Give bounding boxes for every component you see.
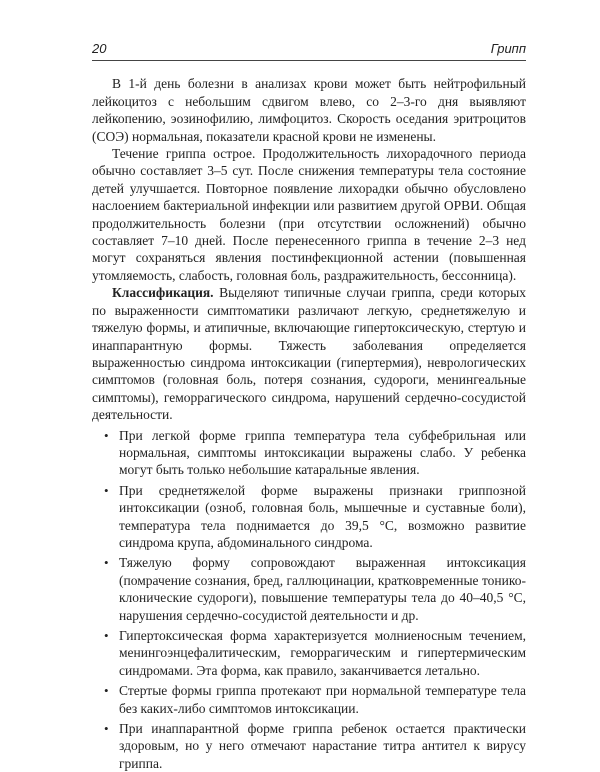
- classification-term: Классификация.: [112, 285, 214, 301]
- list-item-text: При инаппарантной форме гриппа ребенок остается практически здоровым, но у него отмечают нарастание титра антител к вирусу гриппа.: [119, 721, 526, 771]
- list-item: [92, 427, 526, 479]
- list-item: [92, 627, 526, 679]
- bullet-icon: •: [104, 555, 109, 571]
- paragraph-blood-analysis: В 1-й день болезни в анализах крови может быть нейтрофильный лейкоцитоз с небольшим сдвигом влево, со 2–3-го дня выявляют лейкопению, эозинофилию, лимфоцитоз. Скорость оседания эритроцитов (СОЭ) нормальная, показатели красной крови не изменены.: [92, 76, 526, 144]
- list-item: [92, 482, 526, 552]
- bullet-icon: •: [104, 482, 109, 498]
- bullet-icon: •: [104, 683, 109, 699]
- list-item-text: При легкой форме гриппа температура тела субфебрильная или нормальная, симптомы интоксикации выражены слабо. У ребенка могут быть только небольшие катаральные явления.: [119, 427, 526, 478]
- paragraph-classification: [92, 284, 526, 423]
- book-page: [92, 40, 526, 772]
- bullet-icon: •: [104, 427, 109, 443]
- list-item-text: При среднетяжелой форме выражены признаки гриппозной интоксикации (озноб, головная боль, мышечные и суставные боли), температура тела поднимается до 39,5 °C, возможно развитие синдрома крупа, абдоминального синдрома.: [119, 482, 526, 550]
- running-header: [92, 40, 526, 61]
- forms-list: [92, 427, 526, 772]
- list-item-text: Тяжелую форму сопровождают выраженная интоксикация (помрачение сознания, бред, галлюцинации, кратковременные тонико-клонические судороги), повышение температуры тела до 40–40,5 °C, нарушения сердечно-сосудистой деятельности и др.: [119, 555, 526, 623]
- list-item-text: Стертые формы гриппа протекают при нормальной температуре тела без каких-либо симптомов интоксикации.: [119, 683, 526, 716]
- list-item: [92, 682, 526, 717]
- page-number: 20: [92, 41, 107, 56]
- bullet-icon: •: [104, 628, 109, 643]
- paragraph-course-of-disease: Течение гриппа острое. Продолжительность лихорадочного периода обычно составляет 3–5 сут. После снижения температуры тела состояние детей улучшается. Повторное появление лихорадки обычно обусловлено наслоением бактериальной инфекции или развитием другой ОРВИ. Общая продолжительность болезни (при отсутствии осложнений) обычно составляет 7–10 дней. После перенесенного гриппа в течение 2–3 нед могут сохраняться явления постинфекционной астении (повышенная утомляемость, слабость, головная боль, раздражительность, бессонница).: [92, 146, 526, 283]
- list-item: [92, 720, 526, 772]
- list-item-text: Гипертоксическая форма характеризуется молниеносным течением, менингоэнцефалитическим, геморрагическим и гипертермическим синдромами. Эта форма, как правило, заканчивается летально.: [119, 628, 526, 678]
- list-item: [92, 554, 526, 624]
- bullet-icon: •: [104, 721, 109, 737]
- running-title: Грипп: [490, 41, 526, 56]
- classification-text: Выделяют типичные случаи гриппа, среди которых по выраженности симптоматики различают легкую, среднетяжелую и тяжелую формы, и атипичные, включающие гипертоксическую, стертую и инаппарантную формы. Тяжесть заболевания определяется выраженностью синдрома интоксикации (гипертермия), неврологических симптомов (головная боль, потеря сознания, судороги, менингеальные симптомы), геморрагического синдрома, нарушений сердечно-сосудистой деятельности.: [92, 285, 526, 423]
